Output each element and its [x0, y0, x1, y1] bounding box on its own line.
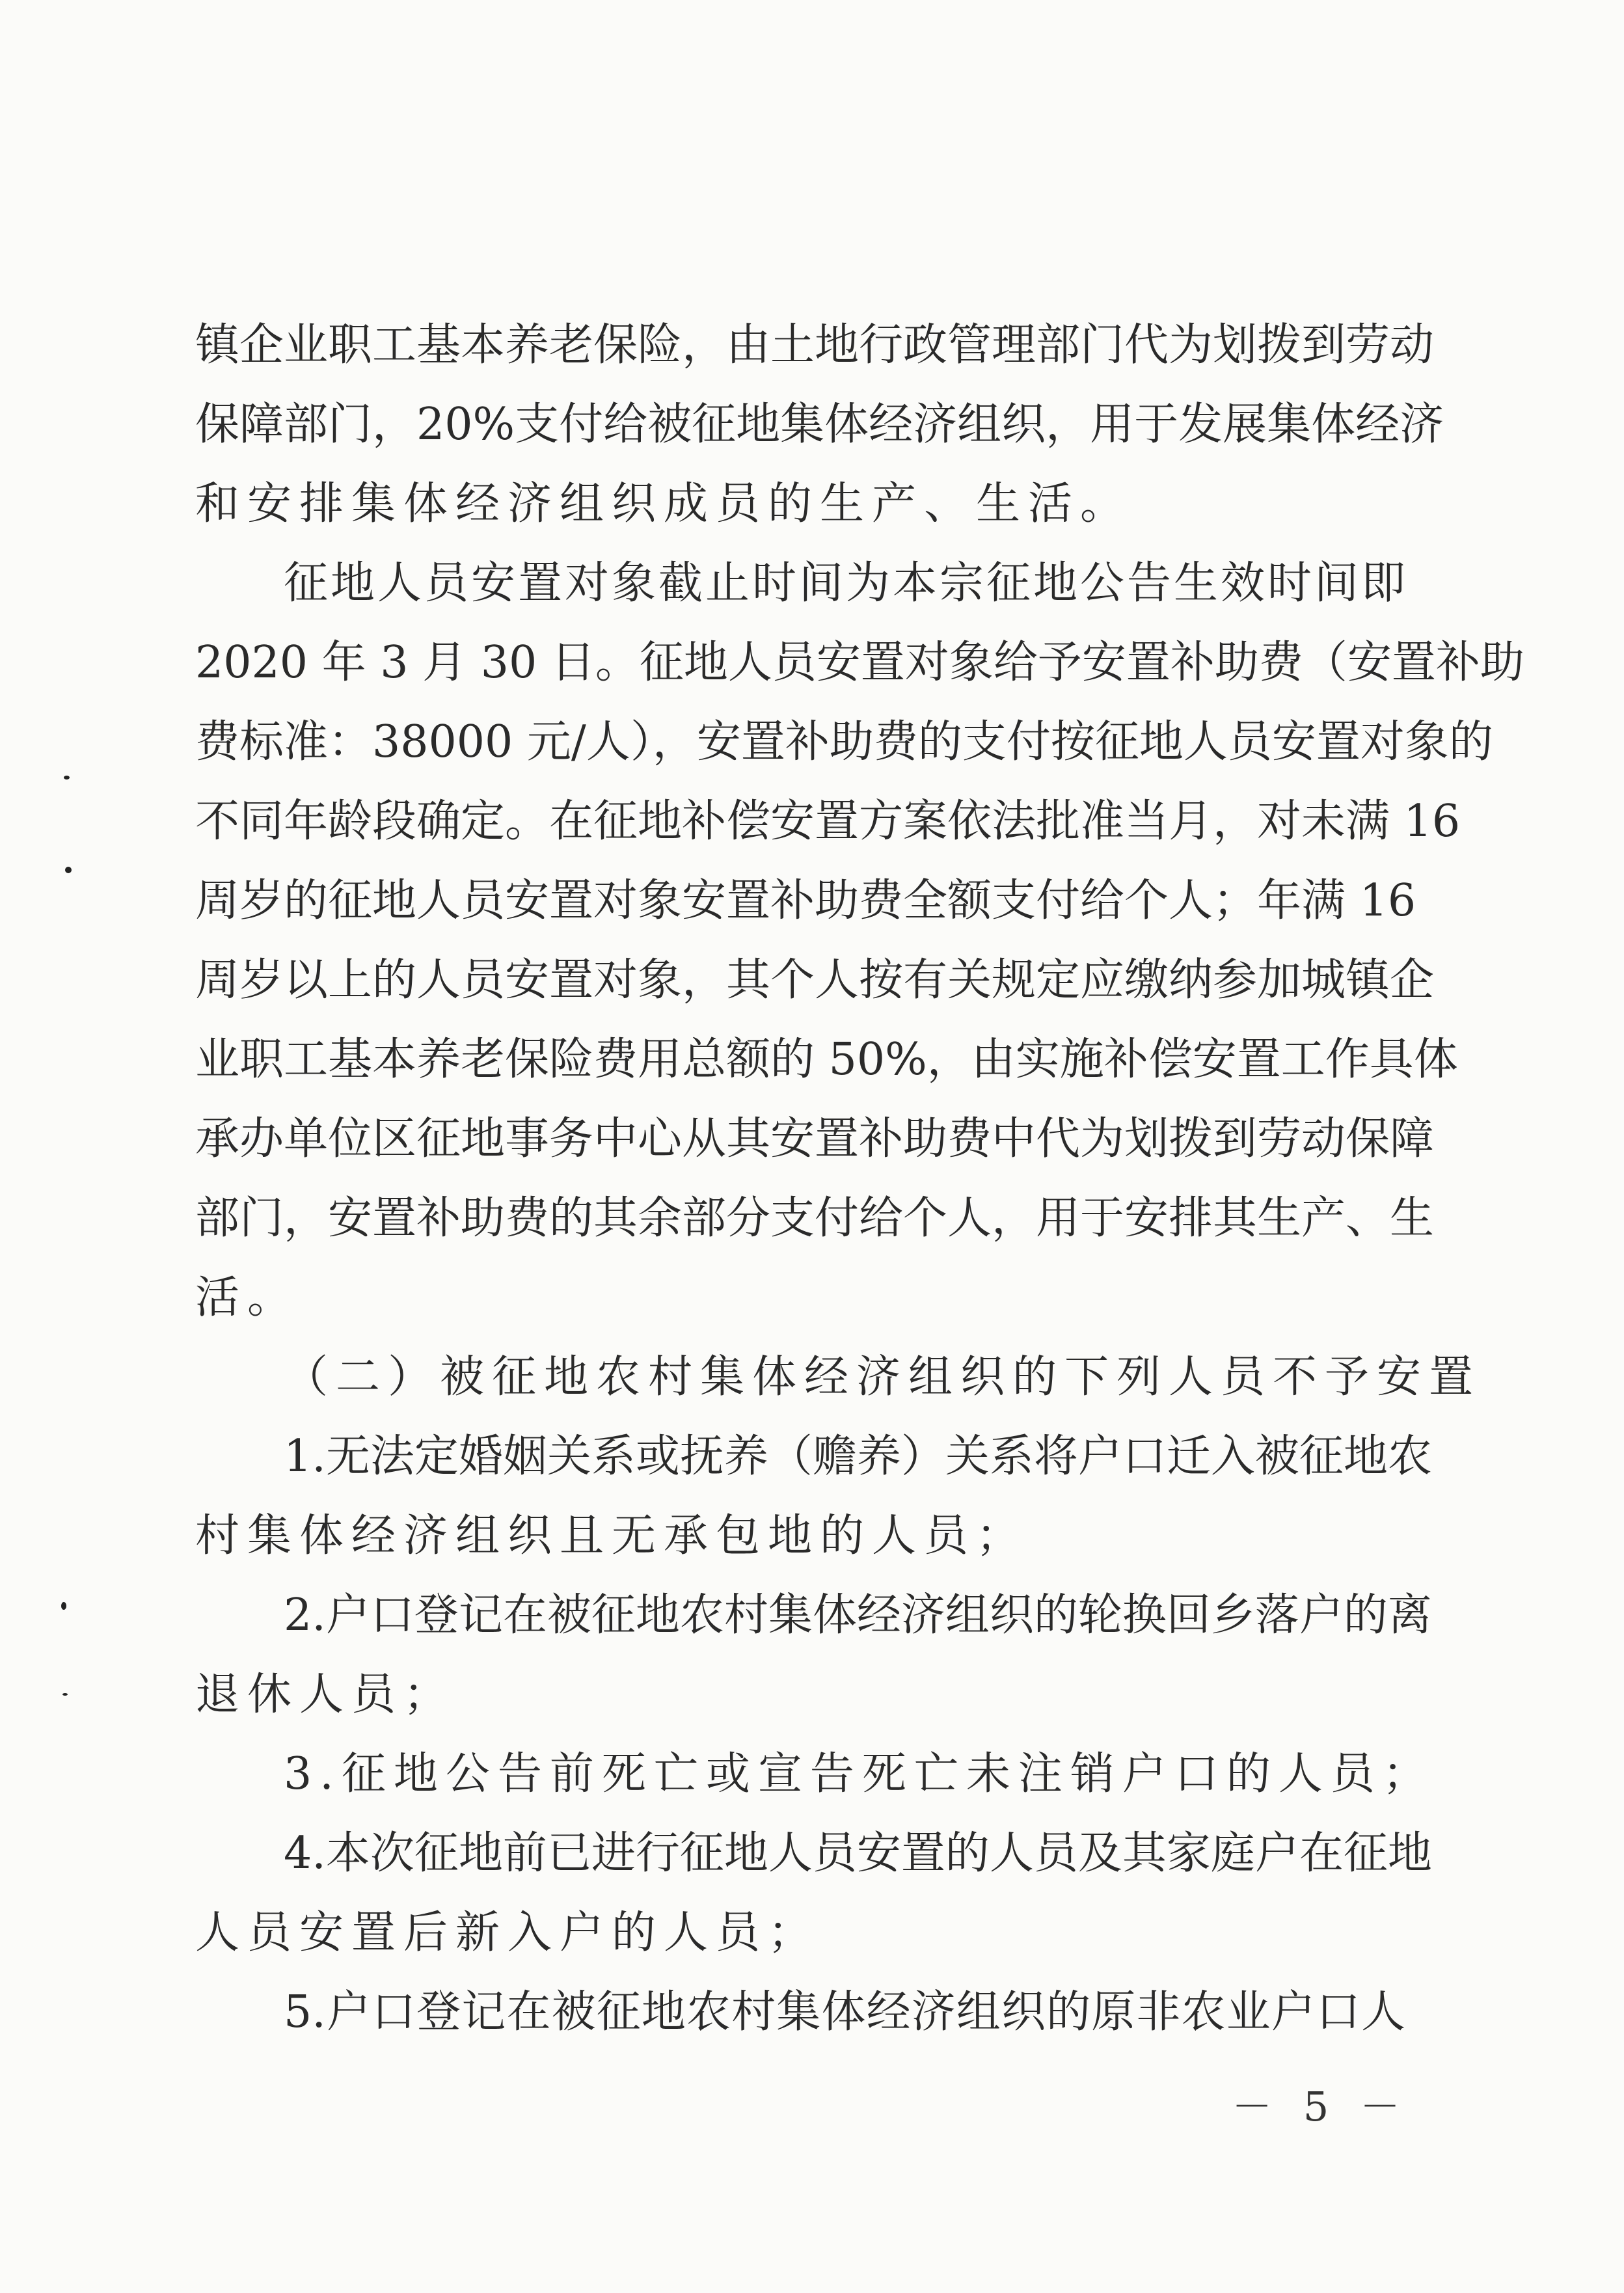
list-item: 5.户口登记在被征地农村集体经济组织的原非农业户口人	[284, 1987, 1405, 2038]
scan-mark	[61, 1602, 66, 1610]
paragraph-line: 周岁的征地人员安置对象安置补助费全额支付给个人；年满 16	[195, 875, 1416, 927]
list-item: 1.无法定婚姻关系或抚养（赡养）关系将户口迁入被征地农	[284, 1431, 1432, 1482]
list-item: 2.户口登记在被征地农村集体经济组织的轮换回乡落户的离	[284, 1590, 1432, 1641]
paragraph-line: 征地人员安置对象截止时间为本宗征地公告生效时间即	[284, 558, 1405, 609]
paragraph-line: 业职工基本养老保险费用总额的 50%，由实施补偿安置工作具体	[195, 1034, 1458, 1085]
scan-mark	[64, 776, 70, 780]
list-item: 4.本次征地前已进行征地人员安置的人员及其家庭户在征地	[284, 1828, 1432, 1879]
paragraph-line: 2020 年 3 月 30 日。征地人员安置对象给予安置补助费（安置补助	[195, 637, 1524, 688]
page-number: － 5 －	[1232, 2083, 1409, 2130]
paragraph-line: 和安排集体经济组织成员的生产、生活。	[195, 478, 1133, 530]
paragraph-line: 保障部门，20%支付给被征地集体经济组织，用于发展集体经济	[195, 399, 1444, 450]
list-item-continuation: 村集体经济组织且无承包地的人员；	[195, 1510, 1029, 1562]
paragraph-line: 部门，安置补助费的其余部分支付给个人，用于安排其生产、生	[195, 1193, 1435, 1244]
list-item-continuation: 人员安置后新入户的人员；	[195, 1907, 820, 1959]
body-text	[195, 306, 1524, 2052]
paragraph-line: 活。	[195, 1272, 300, 1323]
paragraph-line: 不同年龄段确定。在征地补偿安置方案依法批准当月，对未满 16	[195, 796, 1461, 847]
paragraph-line: 承办单位区征地事务中心从其安置补助费中代为划拨到劳动保障	[195, 1113, 1435, 1165]
paragraph-line: 镇企业职工基本养老保险，由土地行政管理部门代为划拨到劳动	[195, 319, 1435, 371]
scan-mark	[65, 867, 72, 873]
paragraph-line: 周岁以上的人员安置对象，其个人按有关规定应缴纳参加城镇企	[195, 955, 1435, 1006]
list-item: 3.征地公告前死亡或宣告死亡未注销户口的人员；	[284, 1748, 1435, 1800]
paragraph-line: 费标准：38000 元/人），安置补助费的支付按征地人员安置对象的	[195, 716, 1493, 768]
section-heading: （二）被征地农村集体经济组织的下列人员不予安置	[284, 1351, 1482, 1403]
scan-mark	[62, 1693, 68, 1696]
list-item-continuation: 退休人员；	[195, 1669, 456, 1720]
